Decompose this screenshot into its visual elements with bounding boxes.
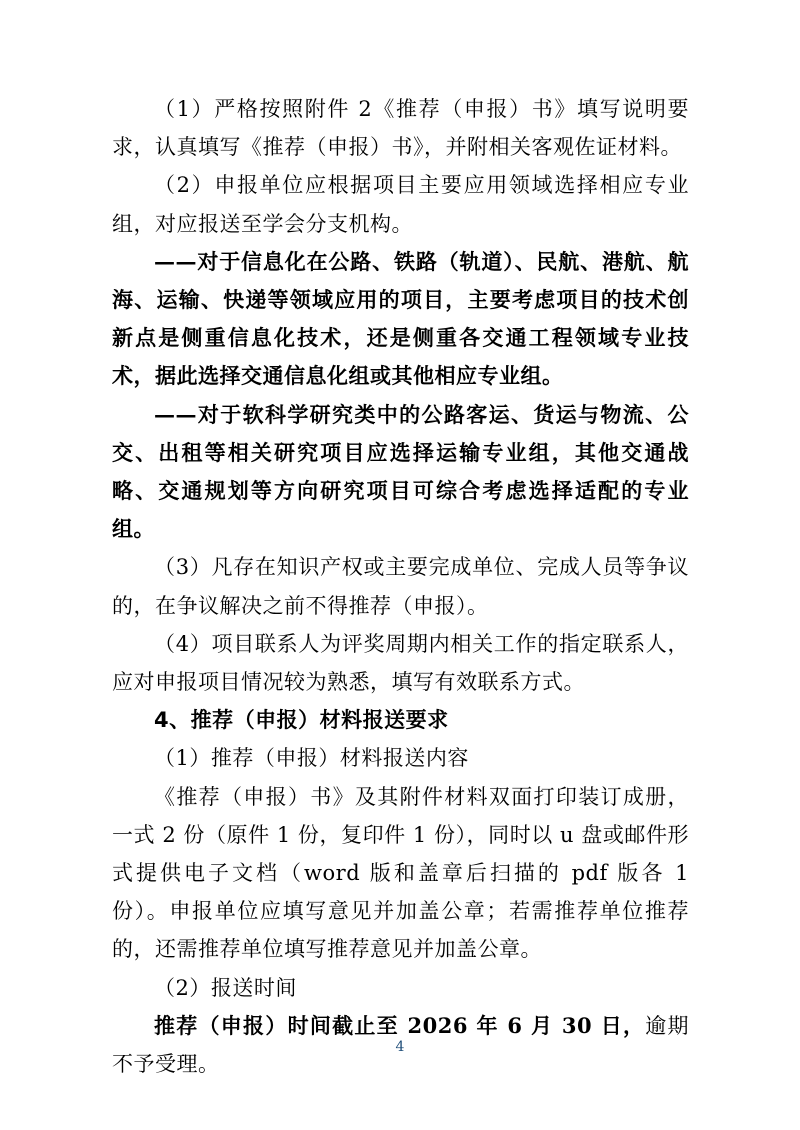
paragraph-project-contact: （4）项目联系人为评奖周期内相关工作的指定联系人，应对申报项目情况较为熟悉，填写有效联系方式。 [112,631,689,695]
subheading-submission-time: （2）报送时间 [154,975,297,1000]
paragraph-informatization-projects: ——对于信息化在公路、铁路（轨道）、民航、港航、航海、运输、快递等领域应用的项目，主要考虑项目的技术创新点是侧重信息化技术，还是侧重各交通工程领域专业技术，据此选择交通信息化组或其他相应专业组。 [112,248,689,389]
paragraph-unit-group-selection: （2）申报单位应根据项目主要应用领域选择相应专业组，对应报送至学会分支机构。 [112,173,689,236]
deadline-date-text: 推荐（申报）时间截止至 2026 年 6 月 30 日， [154,1012,646,1038]
page-number: 4 [395,1039,405,1055]
paragraph-soft-science-projects: ——对于软科学研究类中的公路客运、货运与物流、公交、出租等相关研究项目应选择运输专业组，其他交通战略、交通规划等方向研究项目可综合考虑选择适配的专业组。 [112,401,689,542]
page-footer [0,1036,800,1055]
subheading-submission-content: （1）推荐（申报）材料报送内容 [154,746,469,771]
paragraph-submission-content-detail: 《推荐（申报）书》及其附件材料双面打印装订成册，一式 2 份（原件 1 份，复印件 1 份），同时以 u 盘或邮件形式提供电子文档（word 版和盖章后扫描的 pdf 版各 1 份）。申报单位应填写意见并加盖公章；若需推荐单位推荐的，还需推荐单位填写推荐意见并加盖公章。 [112,784,689,962]
paragraph-fill-requirements: （1）严格按照附件 2《推荐（申报）书》填写说明要求，认真填写《推荐（申报）书》，并附相关客观佐证材料。 [112,97,689,160]
section-heading-material-submission: 4、推荐（申报）材料报送要求 [154,708,449,733]
overdue-text: 逾期不予受理。 [112,1013,689,1077]
document-body [112,90,689,1083]
paragraph-dispute-rule: （3）凡存在知识产权或主要完成单位、完成人员等争议的，在争议解决之前不得推荐（申报）。 [112,555,689,618]
